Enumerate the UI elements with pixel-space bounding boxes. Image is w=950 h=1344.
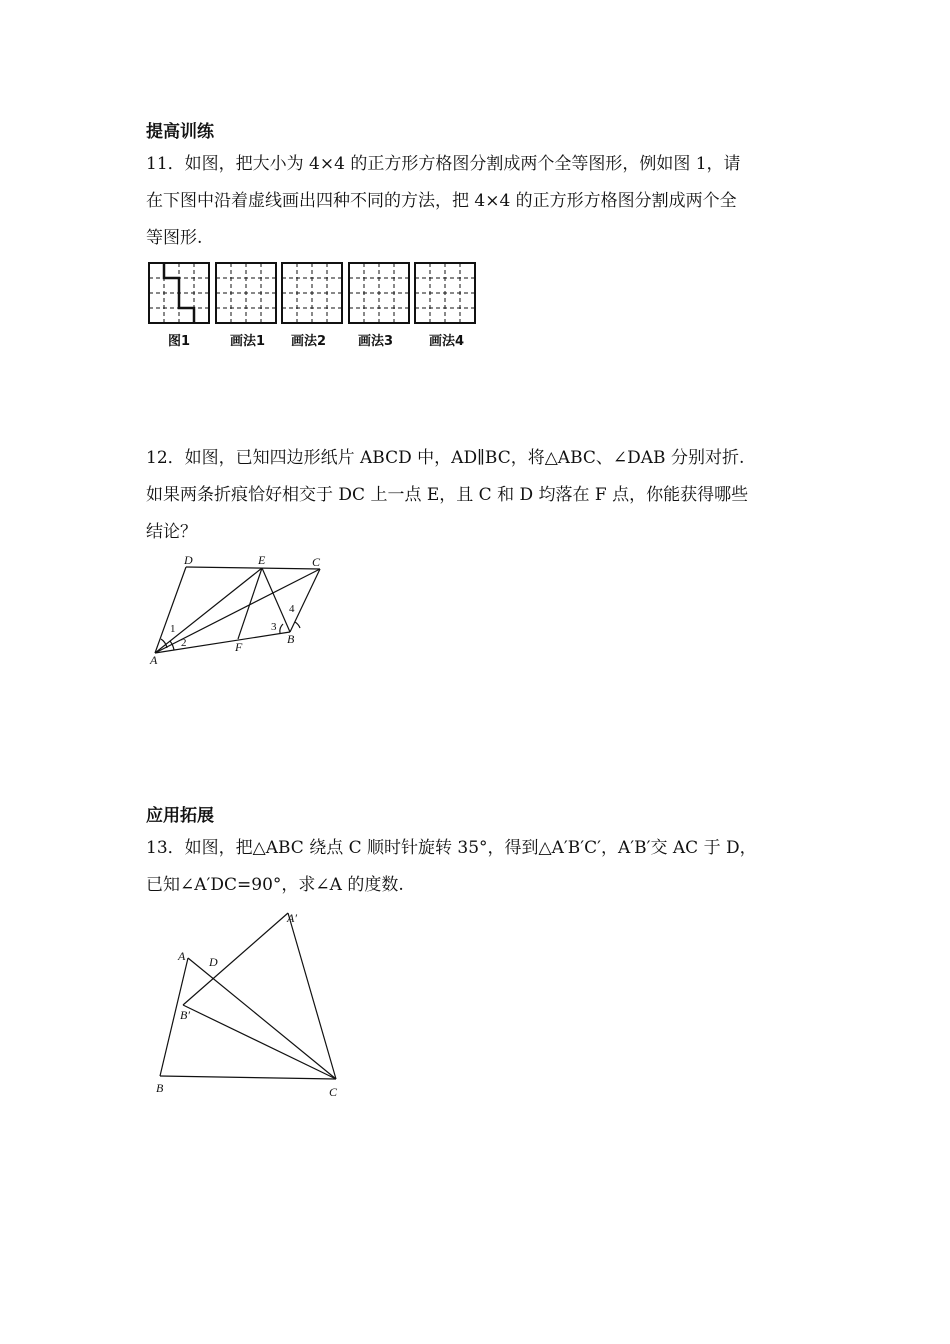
section-title-improve: 提高训练 bbox=[146, 122, 214, 142]
figure-13-label-a-prime: A′ bbox=[287, 911, 297, 925]
question-13-figure bbox=[150, 905, 350, 1100]
caption-figure-1: 图1 bbox=[168, 334, 191, 349]
figure-13-label-b: B bbox=[156, 1081, 164, 1095]
caption-drawing-4: 画法4 bbox=[429, 334, 465, 349]
question-12-figure bbox=[140, 550, 340, 675]
question-12-line-1: 12．如图，已知四边形纸片 ABCD 中，AD∥BC，将△ABC、∠DAB 分别对折. bbox=[146, 448, 745, 468]
question-11-line-1: 11．如图，把大小为 4×4 的正方形方格图分割成两个全等图形，例如图 1，请 bbox=[146, 154, 741, 174]
question-12-line-2: 如果两条折痕恰好相交于 DC 上一点 E，且 C 和 D 均落在 F 点，你能获得哪些 bbox=[146, 485, 749, 505]
grid-drawing-1 bbox=[215, 262, 277, 324]
figure-12-label-c: C bbox=[312, 555, 321, 569]
grid-drawing-2 bbox=[281, 262, 343, 324]
figure-12-label-e: E bbox=[258, 553, 266, 567]
figure-12-angle-3: 3 bbox=[271, 621, 277, 633]
question-11-line-2: 在下图中沿着虚线画出四种不同的方法，把 4×4 的正方形方格图分割成两个全 bbox=[146, 191, 737, 211]
figure-12-label-a: A bbox=[150, 653, 158, 667]
question-11-text bbox=[146, 146, 741, 257]
figure-12-angle-1: 1 bbox=[170, 623, 176, 635]
caption-drawing-1: 画法1 bbox=[230, 334, 266, 349]
question-13-line-2: 已知∠A′DC=90°，求∠A 的度数. bbox=[146, 875, 404, 895]
figure-13-label-a: A bbox=[178, 949, 186, 963]
figure-12-angle-2: 2 bbox=[181, 637, 187, 649]
grid-drawing-4 bbox=[414, 262, 476, 324]
figure-12-label-b: B bbox=[287, 632, 295, 646]
question-13-text bbox=[146, 830, 757, 904]
grid-drawing-3 bbox=[348, 262, 410, 324]
caption-drawing-2: 画法2 bbox=[291, 334, 327, 349]
question-12-line-3: 结论？ bbox=[146, 522, 197, 542]
figure-12-label-f: F bbox=[235, 640, 243, 654]
caption-drawing-3: 画法3 bbox=[358, 334, 394, 349]
grid-figure-1 bbox=[148, 262, 210, 324]
question-11-line-3: 等图形. bbox=[146, 228, 203, 248]
figure-13-label-c: C bbox=[329, 1085, 338, 1099]
section-title-application: 应用拓展 bbox=[146, 806, 214, 826]
figure-13-label-b-prime: B′ bbox=[180, 1008, 190, 1022]
question-12-text bbox=[146, 440, 748, 551]
question-13-line-1: 13．如图，把△ABC 绕点 C 顺时针旋转 35°，得到△A′B′C′，A′B′交 AC 于 D， bbox=[146, 838, 757, 858]
figure-13-label-d: D bbox=[209, 955, 218, 969]
figure-12-angle-4: 4 bbox=[289, 603, 295, 615]
figure-12-label-d: D bbox=[184, 553, 193, 567]
